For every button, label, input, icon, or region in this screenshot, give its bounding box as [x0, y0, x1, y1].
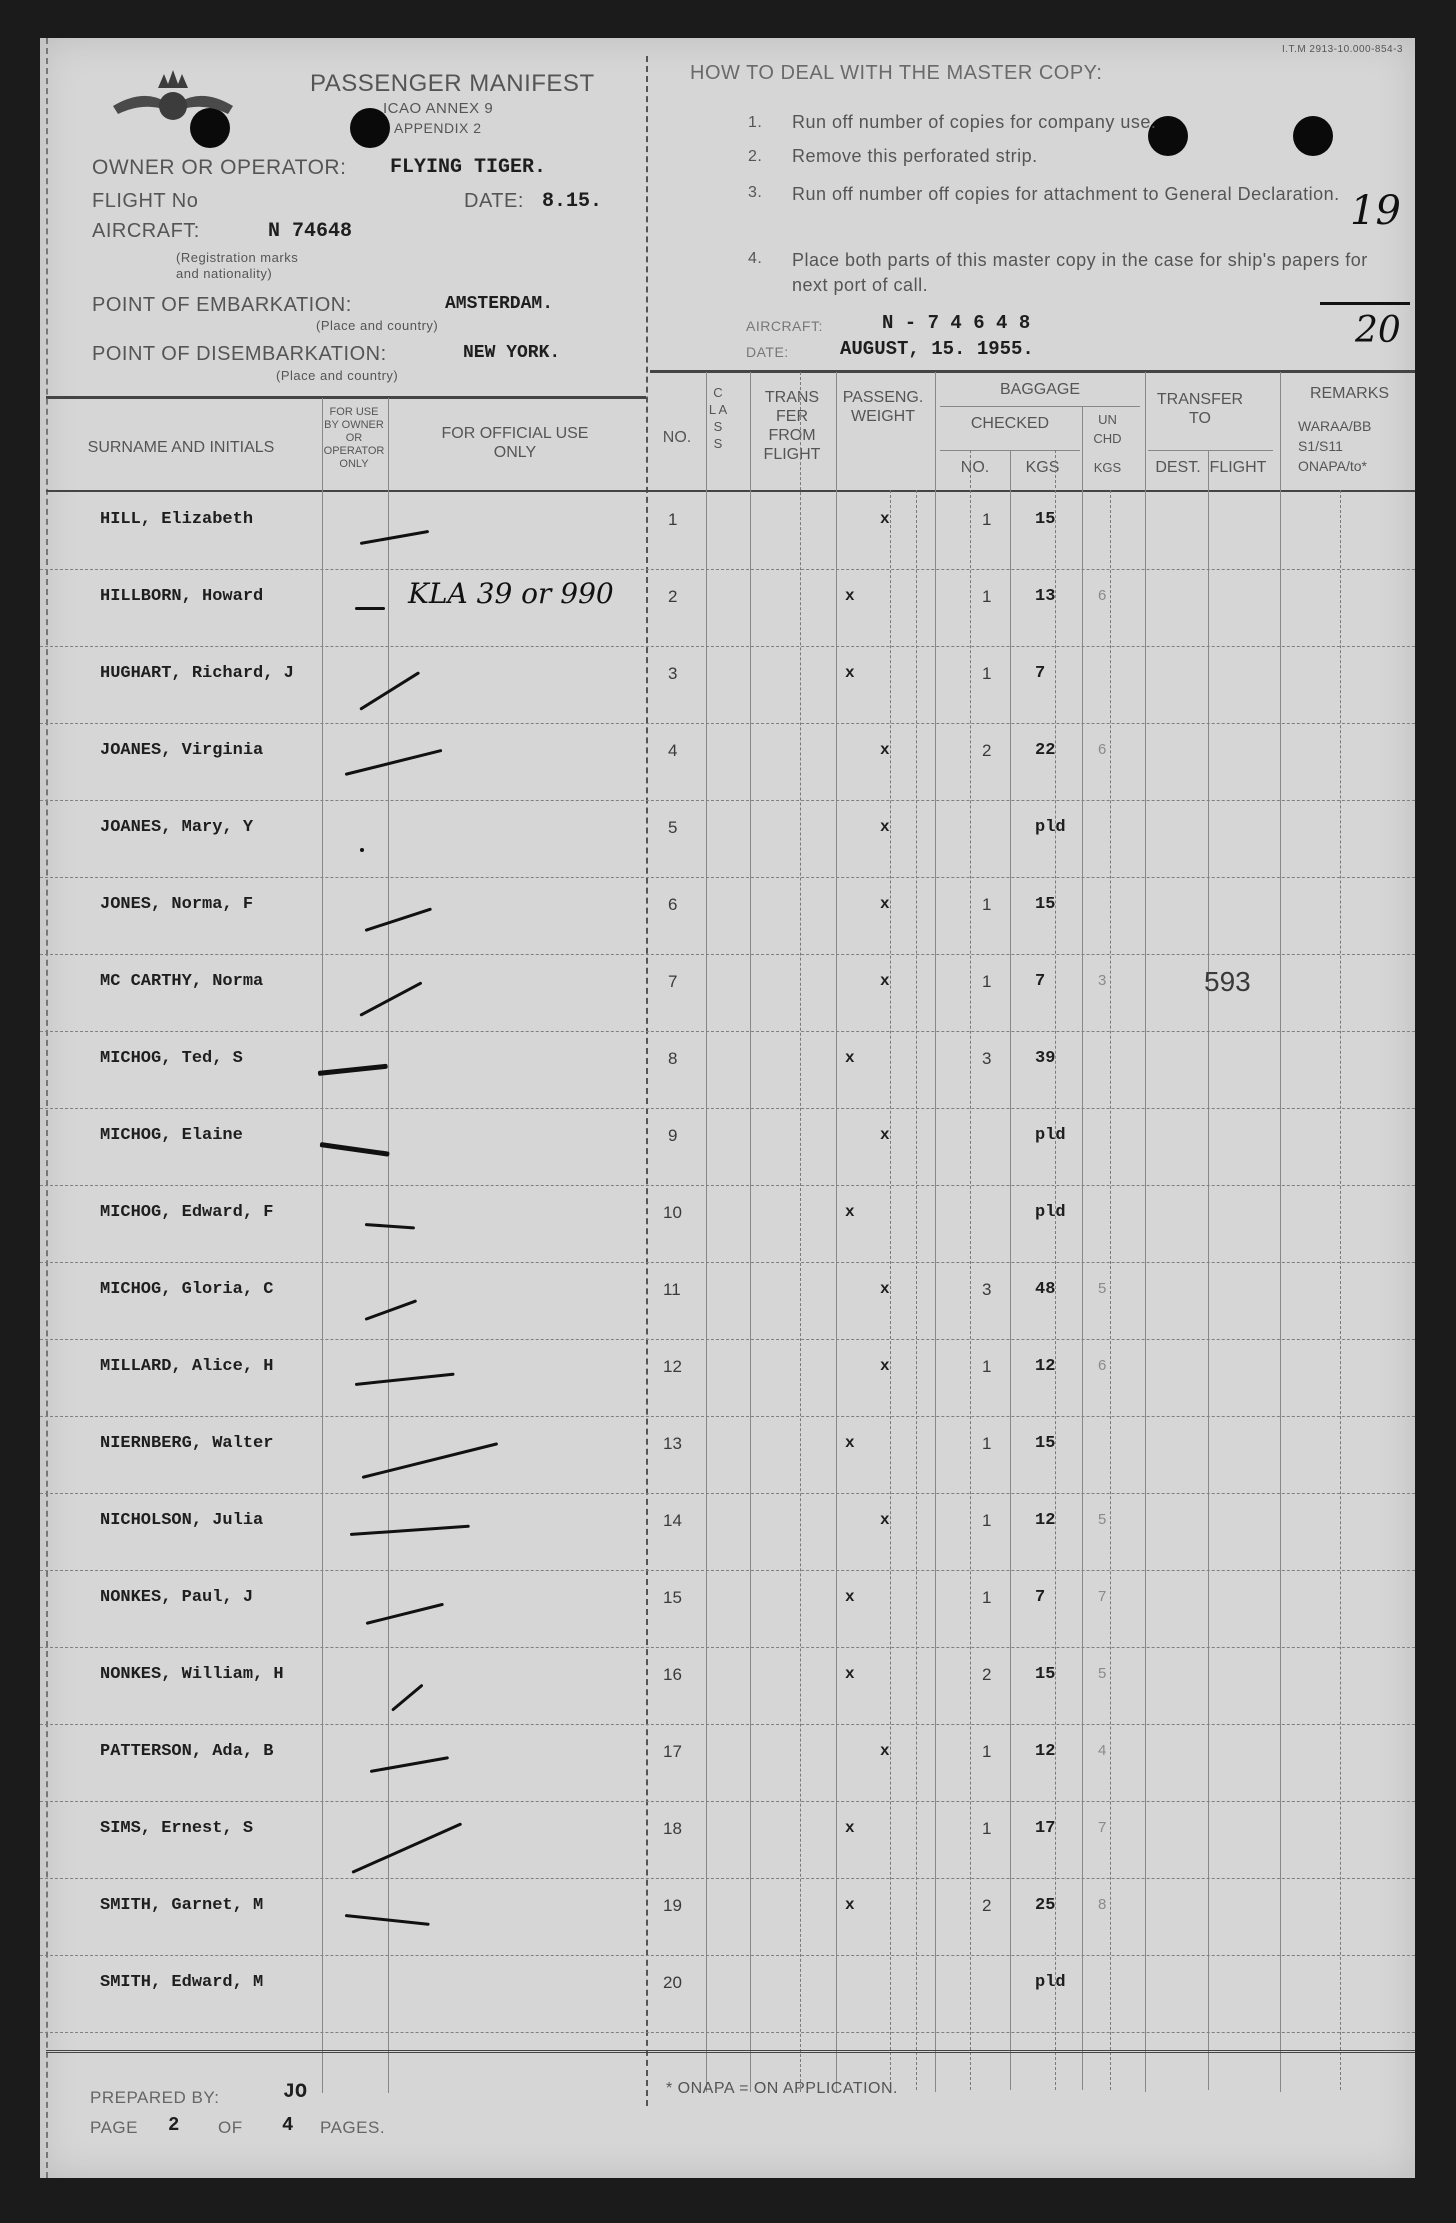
bag-kgs: 15 [1035, 895, 1056, 914]
disembark-label: POINT OF DISEMBARKATION: [92, 343, 387, 365]
table-row [40, 492, 1415, 570]
manifest-page [40, 38, 1415, 2178]
right-date-label: DATE: [746, 344, 789, 360]
check-mark [355, 1373, 455, 1386]
check-mark [360, 530, 429, 545]
bag-kgs: 7 [1035, 664, 1046, 683]
bag-count: 1 [982, 1511, 992, 1530]
weight-mark: x [880, 741, 890, 759]
weight-mark: x [880, 895, 890, 913]
table-row [40, 1955, 1415, 2033]
col-remarks: REMARKS [1309, 385, 1390, 402]
col-dest: DEST. [1155, 459, 1201, 476]
bag-count: 1 [982, 1588, 992, 1607]
handwritten-note: KLA 39 or 990 [408, 577, 614, 610]
table-row [40, 1108, 1415, 1186]
bag-kgs: 22 [1035, 741, 1056, 760]
row-number: 1 [668, 510, 678, 529]
registration-note-1: (Registration marks [176, 250, 299, 265]
weight-mark: x [880, 1280, 890, 1298]
bag-count: 1 [982, 1819, 992, 1838]
check-mark [345, 1914, 430, 1926]
bag-kgs: 7 [1035, 1588, 1046, 1607]
table-row [40, 1031, 1415, 1109]
passenger-name: HUGHART, Richard, J [100, 664, 294, 683]
bag-kgs: 13 [1035, 587, 1056, 606]
right-date-value: AUGUST, 15. 1955. [840, 338, 1034, 360]
table-row [40, 1647, 1415, 1725]
col-flight: FLIGHT [1209, 459, 1267, 476]
passenger-name: SIMS, Ernest, S [100, 1819, 254, 1838]
check-mark [391, 1684, 424, 1712]
passenger-name: HILLBORN, Howard [100, 587, 264, 606]
row-number: 9 [668, 1126, 678, 1145]
row-number: 8 [668, 1049, 678, 1068]
check-mark [365, 907, 433, 931]
owner-value: FLYING TIGER. [390, 156, 547, 179]
row-number: 6 [668, 895, 678, 914]
weight-mark: x [880, 1126, 890, 1144]
unchecked-kgs: 5 [1098, 1665, 1107, 1682]
right-aircraft-label: AIRCRAFT: [746, 318, 823, 334]
bag-kgs: 48 [1035, 1280, 1056, 1299]
passenger-name: SMITH, Garnet, M [100, 1896, 264, 1915]
bag-count: 3 [982, 1280, 992, 1299]
transfer-rule [1148, 450, 1273, 451]
passenger-name: MICHOG, Ted, S [100, 1049, 243, 1068]
unchecked-kgs: 4 [1098, 1742, 1107, 1759]
col-no: NO. [662, 429, 692, 446]
passenger-name: PATTERSON, Ada, B [100, 1742, 274, 1761]
flight-label: FLIGHT No [92, 190, 199, 212]
row-number: 18 [663, 1819, 682, 1838]
unchecked-kgs: 6 [1098, 1357, 1107, 1374]
table-row [40, 723, 1415, 801]
manifest-title: PASSENGER MANIFEST [310, 70, 595, 97]
airline-logo [108, 66, 238, 136]
table-row [40, 646, 1415, 724]
baggage-rule [940, 406, 1140, 407]
dest-flight: 593 [1204, 966, 1251, 997]
bag-count: 1 [982, 510, 992, 529]
table-row [40, 1493, 1415, 1571]
unchecked-kgs: 5 [1098, 1280, 1107, 1297]
page-value: 2 [168, 2114, 180, 2136]
check-mark [355, 607, 385, 610]
unchecked-kgs: 3 [1098, 972, 1107, 989]
weight-mark: x [880, 1742, 890, 1760]
bag-kgs: 12 [1035, 1357, 1056, 1376]
bag-kgs: 15 [1035, 510, 1056, 529]
prepared-value: JO [283, 2081, 308, 2104]
row-number: 16 [663, 1665, 682, 1684]
disembark-value: NEW YORK. [463, 343, 561, 363]
passenger-name: JOANES, Virginia [100, 741, 264, 760]
col-baggage: BAGGAGE [999, 381, 1081, 398]
table-row [40, 800, 1415, 878]
passenger-name: MILLARD, Alice, H [100, 1357, 274, 1376]
row-number: 19 [663, 1896, 682, 1915]
icao-appendix: APPENDIX 2 [394, 120, 482, 136]
table-row [40, 877, 1415, 955]
check-mark [320, 1142, 390, 1157]
passenger-name: NONKES, Paul, J [100, 1588, 254, 1607]
step-text: Place both parts of this master copy in the case for ship's papers for next port of call. [792, 250, 1368, 295]
bag-kgs: 12 [1035, 1742, 1056, 1761]
weight-mark: x [845, 1896, 855, 1914]
of-value: 4 [282, 2114, 294, 2136]
weight-mark: x [880, 1511, 890, 1529]
bag-kgs: 15 [1035, 1665, 1056, 1684]
step-number: 1. [748, 114, 763, 131]
bag-kgs: pld [1035, 818, 1066, 837]
row-number: 5 [668, 818, 678, 837]
table-row [40, 954, 1415, 1032]
bag-count: 1 [982, 1742, 992, 1761]
icao-annex: ICAO ANNEX 9 [383, 100, 494, 117]
table-row [40, 1570, 1415, 1648]
weight-mark: x [845, 587, 855, 605]
col-bag-no: NO. [960, 459, 990, 476]
col-surname: SURNAME AND INITIALS [87, 439, 275, 456]
page-label: PAGE [90, 2118, 138, 2137]
bag-count: 1 [982, 1357, 992, 1376]
passenger-name: NONKES, William, H [100, 1665, 284, 1684]
embark-note: (Place and country) [316, 318, 439, 333]
step-text: Remove this perforated strip. [792, 146, 1038, 166]
header-rule-right [650, 370, 1415, 373]
weight-mark: x [880, 818, 890, 836]
passenger-name: HILL, Elizabeth [100, 510, 254, 529]
check-mark [318, 1064, 388, 1076]
passenger-name: JOANES, Mary, Y [100, 818, 254, 837]
weight-mark: x [845, 1434, 855, 1452]
bag-kgs: 17 [1035, 1819, 1056, 1838]
prepared-label: PREPARED BY: [90, 2088, 220, 2107]
punch-hole-right [1293, 116, 1333, 156]
check-mark [360, 848, 364, 852]
col-transfer-from: TRANS FER FROM FLIGHT [763, 389, 821, 463]
check-mark [359, 671, 420, 711]
passenger-name: MICHOG, Gloria, C [100, 1280, 274, 1299]
step-number: 2. [748, 148, 763, 165]
date-value: 8.15. [542, 190, 603, 213]
unchecked-kgs: 6 [1098, 587, 1107, 604]
table-row [40, 1185, 1415, 1263]
bag-count: 1 [982, 1434, 992, 1453]
passenger-name: NICHOLSON, Julia [100, 1511, 264, 1530]
col-class: C L A S S [708, 385, 728, 451]
bag-count: 1 [982, 587, 992, 606]
check-mark [345, 749, 443, 776]
weight-mark: x [880, 972, 890, 990]
row-number: 4 [668, 741, 678, 760]
weight-mark: x [880, 1357, 890, 1375]
pages-label: PAGES. [320, 2118, 386, 2137]
embark-value: AMSTERDAM. [445, 294, 554, 314]
row-number: 17 [663, 1742, 682, 1761]
owner-label: OWNER OR OPERATOR: [92, 156, 347, 179]
check-mark [364, 1299, 417, 1321]
weight-mark: x [845, 1819, 855, 1837]
aircraft-label: AIRCRAFT: [92, 220, 200, 242]
right-aircraft-value: N - 7 4 6 4 8 [882, 312, 1031, 334]
unchecked-kgs: 7 [1098, 1588, 1107, 1605]
margin-note-divider [1320, 302, 1410, 305]
passenger-name: MICHOG, Elaine [100, 1126, 243, 1145]
unchecked-kgs: 6 [1098, 741, 1107, 758]
registration-note-2: and nationality) [176, 266, 273, 281]
passenger-name: MC CARTHY, Norma [100, 972, 264, 991]
weight-mark: x [845, 664, 855, 682]
bag-kgs: 39 [1035, 1049, 1056, 1068]
passenger-name: NIERNBERG, Walter [100, 1434, 274, 1453]
header-rule-left [46, 396, 646, 399]
row-number: 14 [663, 1511, 682, 1530]
margin-note-bottom: 20 [1355, 310, 1401, 351]
bag-kgs: 12 [1035, 1511, 1056, 1530]
row-number: 3 [668, 664, 678, 683]
weight-mark: x [845, 1049, 855, 1067]
onapa-note: * ONAPA = ON APPLICATION. [666, 2080, 898, 2097]
row-number: 15 [663, 1588, 682, 1607]
passenger-name: JONES, Norma, F [100, 895, 254, 914]
table-row [40, 1878, 1415, 1956]
col-checked: CHECKED [970, 415, 1050, 432]
disembark-note: (Place and country) [276, 368, 399, 383]
step-number: 4. [748, 250, 763, 267]
bag-count: 1 [982, 895, 992, 914]
table-row [40, 1416, 1415, 1494]
check-mark [366, 1603, 444, 1625]
check-mark [351, 1822, 462, 1874]
embark-label: POINT OF EMBARKATION: [92, 294, 352, 316]
bag-kgs: pld [1035, 1973, 1066, 1992]
col-transfer-to: TRANSFER TO [1156, 391, 1244, 427]
bag-count: 2 [982, 741, 992, 760]
of-label: OF [218, 2118, 243, 2137]
row-number: 10 [663, 1203, 682, 1222]
weight-mark: x [845, 1665, 855, 1683]
bag-count: 2 [982, 1665, 992, 1684]
col-kgs-unchecked: KGS [1093, 460, 1122, 475]
table-row [40, 1801, 1415, 1879]
margin-note-top: 19 [1350, 188, 1401, 234]
col-unchecked: UN CHD [1093, 412, 1122, 446]
weight-mark: x [845, 1203, 855, 1221]
col-kgs: KGS [1025, 459, 1060, 476]
table-bottom-rule [46, 2050, 1415, 2053]
bag-kgs: 25 [1035, 1896, 1056, 1915]
unchecked-kgs: 8 [1098, 1896, 1107, 1913]
row-number: 12 [663, 1357, 682, 1376]
weight-mark: x [845, 1588, 855, 1606]
weight-mark: x [880, 510, 890, 528]
step-text: Run off number off copies for attachment to General Declaration. [792, 184, 1340, 204]
check-mark [359, 981, 422, 1017]
step-number: 3. [748, 184, 763, 201]
table-row [40, 1262, 1415, 1340]
unchecked-kgs: 5 [1098, 1511, 1107, 1528]
check-mark [370, 1756, 449, 1773]
date-label: DATE: [464, 190, 524, 212]
unchecked-kgs: 7 [1098, 1819, 1107, 1836]
bag-kgs: pld [1035, 1126, 1066, 1145]
master-copy-title: HOW TO DEAL WITH THE MASTER COPY: [690, 62, 1103, 84]
table-row [40, 1339, 1415, 1417]
row-number: 11 [663, 1280, 681, 1299]
table-row [40, 1724, 1415, 1802]
check-mark [350, 1525, 470, 1536]
row-number: 13 [663, 1434, 682, 1453]
col-remarks-sub: WARAA/BB S1/S11 ONAPA/to* [1298, 418, 1372, 474]
row-number: 2 [668, 587, 678, 606]
col-official-use: FOR OFFICIAL USE ONLY [441, 425, 589, 461]
bag-count: 2 [982, 1896, 992, 1915]
table-row [40, 569, 1415, 647]
form-code: I.T.M 2913-10.000-854-3 [1281, 44, 1403, 55]
check-mark [362, 1442, 499, 1479]
bag-kgs: 7 [1035, 972, 1046, 991]
bag-count: 1 [982, 664, 992, 683]
bag-count: 3 [982, 1049, 992, 1068]
step-text: Run off number of copies for company use. [792, 112, 1157, 132]
row-number: 20 [663, 1973, 682, 1992]
col-owner-use: FOR USE BY OWNER OR OPERATOR ONLY [323, 406, 385, 470]
check-mark [365, 1223, 415, 1229]
passenger-name: SMITH, Edward, M [100, 1973, 264, 1992]
passenger-name: MICHOG, Edward, F [100, 1203, 274, 1222]
bag-kgs: 15 [1035, 1434, 1056, 1453]
row-number: 7 [668, 972, 678, 991]
col-passenger-weight: PASSENG. WEIGHT [842, 389, 924, 425]
aircraft-value: N 74648 [268, 220, 353, 243]
bag-count: 1 [982, 972, 992, 991]
bag-kgs: pld [1035, 1203, 1066, 1222]
